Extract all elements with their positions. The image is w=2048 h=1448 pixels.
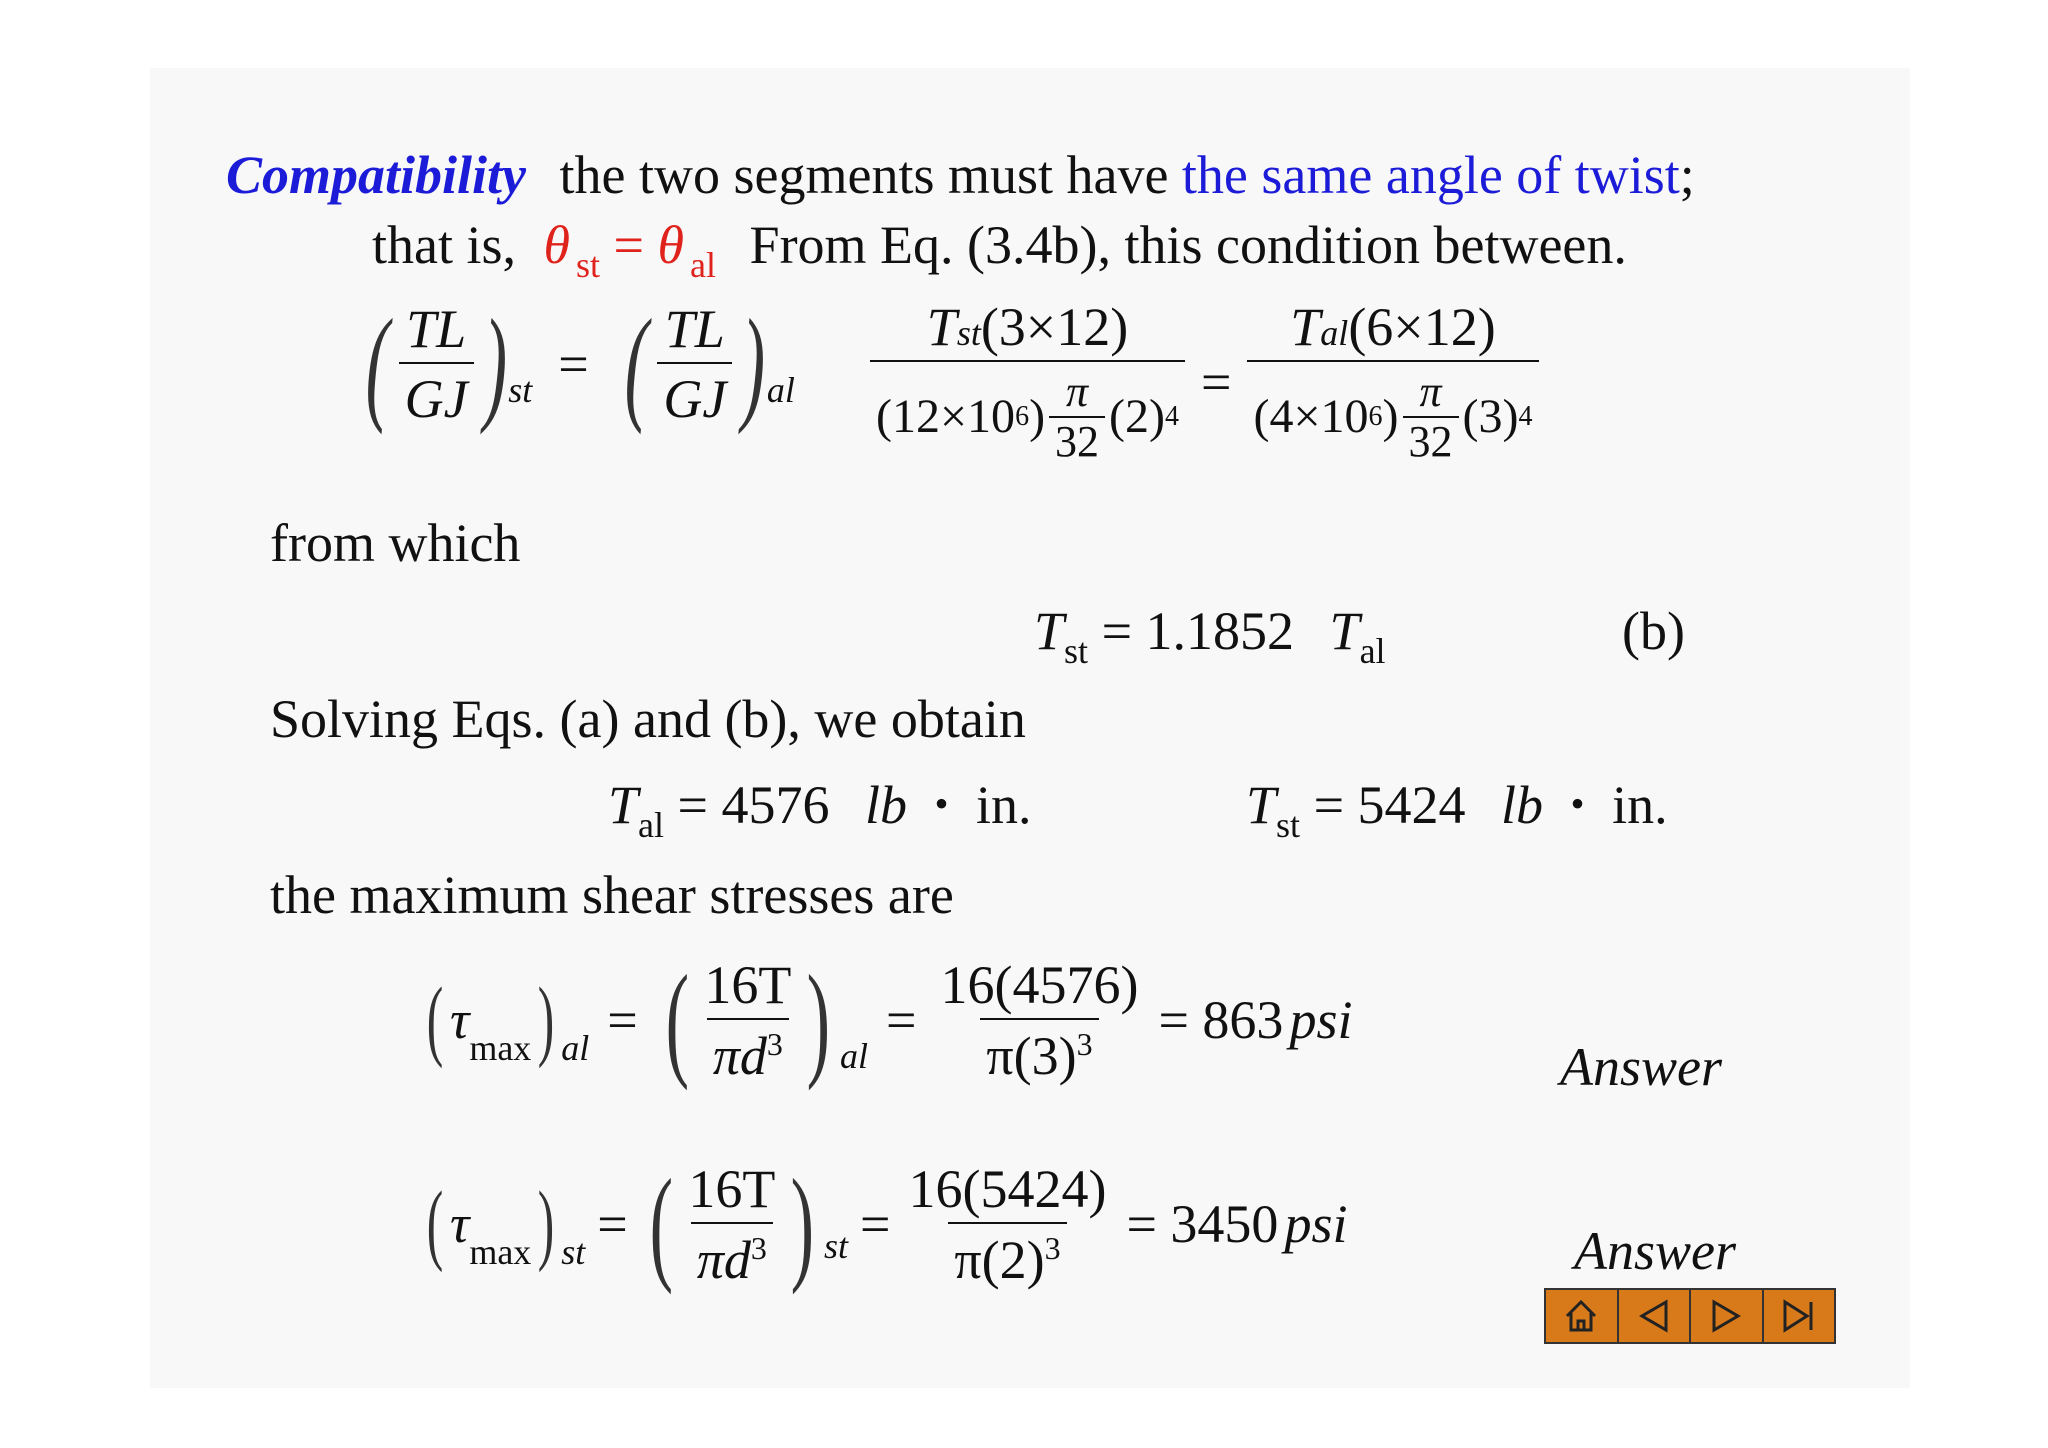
equation-b: $T_{st} = 1.1852$ $T_{al}$: [1034, 601, 1386, 671]
al-subscript: al: [766, 370, 795, 410]
paren-close: ): [483, 293, 507, 435]
tau-max-st-equation: ( τ max ) st = ( $\frac{16T}{\pi d^3}$ ) st = $\frac{16(5424)}{\pi(2)^3}$ = 3450 psi: [426, 1153, 1348, 1295]
previous-button[interactable]: [1619, 1290, 1692, 1342]
answer-label-al: Answer: [1560, 1037, 1722, 1097]
last-icon: [1779, 1296, 1819, 1336]
twist-equality-equation: [356, 293, 795, 435]
home-button[interactable]: [1546, 1290, 1619, 1342]
t-al-result: $T_{al} = 4576$ lb • in.: [608, 775, 1032, 845]
paren-open: (: [365, 293, 390, 435]
previous-icon: [1634, 1296, 1674, 1336]
theta-al-symbol: θ: [657, 215, 685, 275]
compatibility-line: [226, 145, 1695, 205]
compatibility-heading: Compatibility: [226, 145, 527, 205]
steel-fraction: Tst(3×12) (12×10 6 ) $\frac{\pi}{32}$ (2) 4: [870, 300, 1185, 464]
tau-max-al-equation: ( τ max ) al = ( $\frac{16T}{\pi d^3}$ ) al = $\frac{16(4576)}{\pi(3)^3}$ = 863 psi: [426, 949, 1353, 1091]
tl-numerator: TL: [664, 299, 725, 359]
next-button[interactable]: [1691, 1290, 1764, 1342]
equals-sign: =: [1201, 352, 1232, 412]
tl-gj-fraction-al: [657, 299, 732, 429]
from-which-text: from which: [270, 513, 521, 573]
semicolon: ;: [1679, 145, 1695, 205]
paren-open: (: [624, 293, 648, 435]
condition-line: [372, 215, 1627, 285]
slide-navigation: [1544, 1288, 1836, 1344]
aluminum-fraction: Tal(6×12) (4×10 6 ) $\frac{\pi}{32}$ (3) 4: [1247, 300, 1538, 464]
numeric-twist-equation: [870, 297, 1539, 466]
equals-sign: =: [558, 334, 589, 394]
answer-label-st: Answer: [1574, 1221, 1736, 1281]
next-icon: [1706, 1296, 1746, 1336]
last-button[interactable]: [1764, 1290, 1835, 1342]
st-subscript: st: [508, 370, 533, 410]
tl-numerator: TL: [406, 299, 467, 359]
theta-al-sub: al: [690, 245, 717, 285]
theta-equals: =: [613, 215, 645, 275]
theta-st-symbol: θ: [543, 215, 571, 275]
t-st-result: $T_{st} = 5424$ lb • in.: [1246, 775, 1668, 845]
from-eq-text: From Eq. (3.4b), this condition between.: [749, 215, 1627, 275]
solving-text: Solving Eqs. (a) and (b), we obtain: [270, 689, 1026, 749]
max-shear-text: the maximum shear stresses are: [270, 865, 954, 925]
equation-b-label: (b): [1622, 601, 1685, 661]
theta-st-sub: st: [576, 245, 601, 285]
paren-close: ): [741, 293, 766, 435]
that-is-text: that is,: [372, 215, 516, 275]
gj-denominator: GJ: [399, 362, 474, 426]
line1-text: the two segments must have: [559, 145, 1169, 205]
tl-gj-fraction-st: [399, 299, 474, 429]
gj-denominator: GJ: [657, 362, 732, 426]
home-icon: [1561, 1296, 1601, 1336]
same-angle-highlight: the same angle of twist: [1181, 145, 1680, 205]
